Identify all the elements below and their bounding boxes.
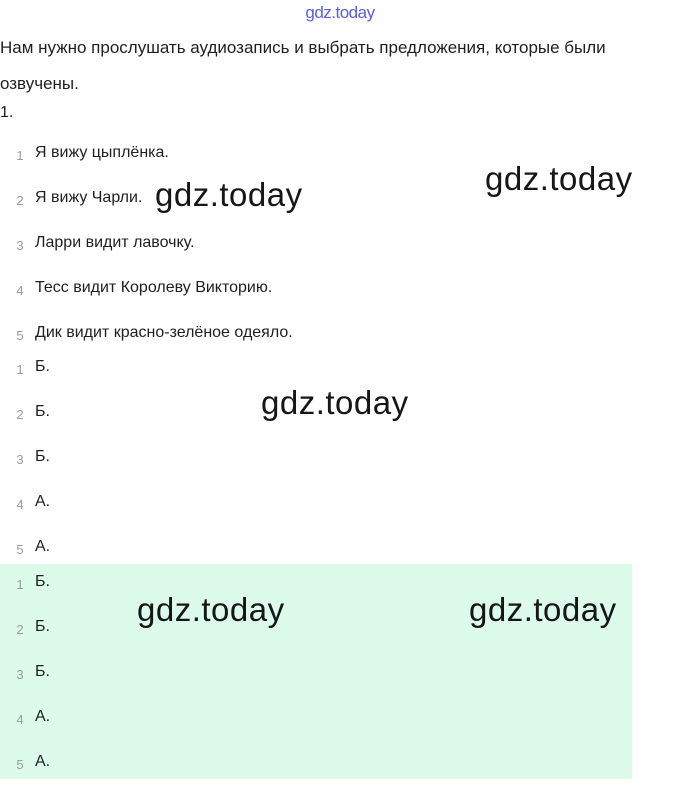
list-item-text: А. [35,753,51,770]
site-header-logo[interactable]: gdz.today [305,3,375,22]
list-item-text: Б. [35,618,50,635]
watermark: gdz.today [137,591,285,628]
list-item-text: А. [35,538,51,555]
list-item-number: 4 [16,283,24,298]
list-item-number: 3 [16,667,24,682]
watermark: gdz.today [155,176,303,213]
list-item-number: 2 [16,193,24,208]
list-item-number: 5 [16,757,24,772]
watermark: gdz.today [261,384,409,421]
task-number: 1. [0,104,14,121]
watermark: gdz.today [485,160,633,197]
list-item-text: Тесс видит Королеву Викторию. [35,279,273,296]
list-item-text: Б. [35,448,50,465]
list-item-number: 3 [16,238,24,253]
list-item-number: 1 [16,362,24,377]
list-item-text: Ларри видит лавочку. [35,234,195,251]
list-item [0,706,632,751]
list-item-text: А. [35,493,51,510]
list-item-number: 5 [16,328,24,343]
list-item-text: Я вижу Чарли. [35,189,143,206]
list-item-number: 1 [16,577,24,592]
task-intro: Нам нужно прослушать аудиозапись и выбрать предложения, которые были озвучены. [0,38,606,93]
list-item [0,446,632,491]
list-item-text: Дик видит красно-зелёное одеяло. [35,324,293,341]
list-item-number: 3 [16,452,24,467]
list-item [0,491,632,536]
list-item-text: Б. [35,403,50,420]
list-item [0,751,632,796]
list-item [0,277,632,322]
watermark: gdz.today [469,591,617,628]
list-item [0,232,632,277]
list-item-text: Я вижу цыплёнка. [35,144,169,161]
list-item-number: 5 [16,542,24,557]
list-item-number: 2 [16,622,24,637]
list-item [0,661,632,706]
list-item-text: А. [35,708,51,725]
list-item-number: 2 [16,407,24,422]
list-item-number: 4 [16,497,24,512]
list-item-number: 1 [16,148,24,163]
list-item-text: Б. [35,358,50,375]
list-item-number: 4 [16,712,24,727]
list-item-text: Б. [35,663,50,680]
list-item-text: Б. [35,573,50,590]
